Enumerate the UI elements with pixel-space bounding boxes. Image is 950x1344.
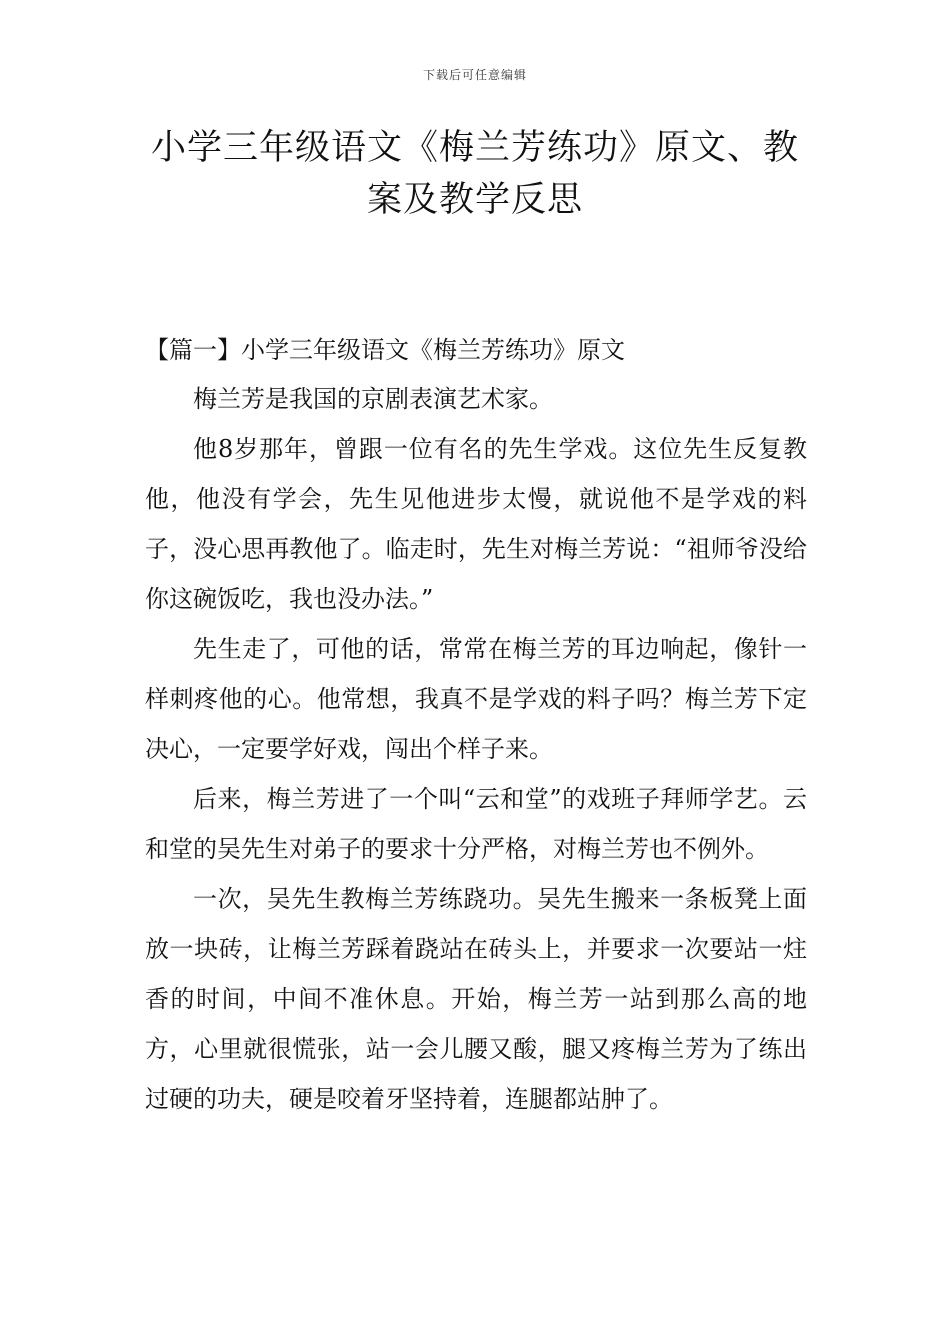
paragraph-2: 他8岁那年，曾跟一位有名的先生学戏。这位先生反复教他，他没有学会，先生见他进步太慢，就说他不是学戏的料子，没心思再教他了。临走时，先生对梅兰芳说：“祖师爷没给你这碗饭吃，我也没办法。” bbox=[145, 435, 807, 613]
paragraph-4: 后来，梅兰芳进了一个叫“云和堂”的戏班子拜师学艺。云和堂的吴先生对弟子的要求十分严格，对梅兰芳也不例外。 bbox=[145, 785, 807, 863]
document-body bbox=[145, 326, 807, 1124]
section-heading: 【篇一】小学三年级语文《梅兰芳练功》原文 bbox=[145, 336, 625, 364]
document-title: 小学三年级语文《梅兰芳练功》原文、教案及教学反思 bbox=[150, 128, 799, 220]
header-note: 下载后可任意编辑 bbox=[422, 68, 527, 82]
paragraph-5: 一次，吴先生教梅兰芳练跷功。吴先生搬来一条板凳上面放一块砖，让梅兰芳踩着跷站在砖头上，并要求一次要站一炷香的时间，中间不准休息。开始，梅兰芳一站到那么高的地方，心里就很慌张，站一会儿腰又酸，腿又疼梅兰芳为了练出过硬的功夫，硬是咬着牙坚持着，连腿都站肿了。 bbox=[145, 885, 807, 1113]
paragraph-3: 先生走了，可他的话，常常在梅兰芳的耳边响起，像针一样刺疼他的心。他常想，我真不是学戏的料子吗？梅兰芳下定决心，一定要学好戏，闯出个样子来。 bbox=[145, 635, 807, 763]
paragraph-1: 梅兰芳是我国的京剧表演艺术家。 bbox=[193, 385, 553, 413]
